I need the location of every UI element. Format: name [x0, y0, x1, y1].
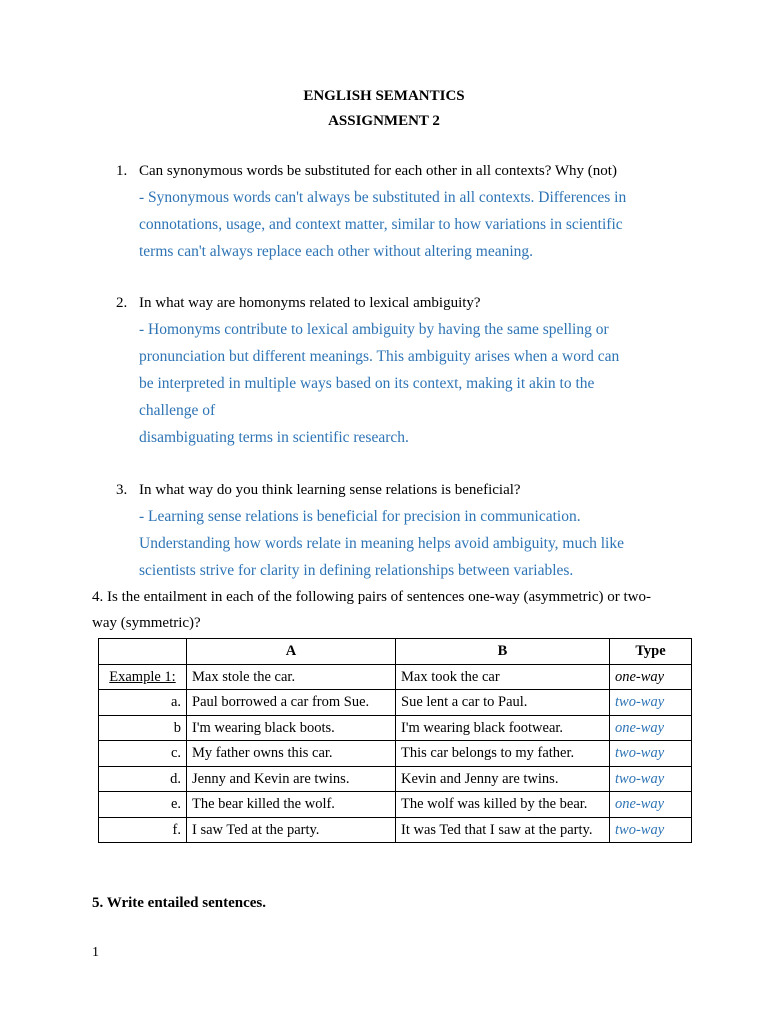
sentence-a: I saw Ted at the party.: [187, 817, 396, 843]
answer-line: connotations, usage, and context matter, similar to how variations in scientific: [139, 216, 623, 233]
table-row: [99, 817, 692, 843]
row-label: b: [99, 715, 187, 741]
document-title: ENGLISH SEMANTICS: [303, 88, 465, 104]
question-3-text: In what way do you think learning sense relations is beneficial?: [139, 482, 521, 498]
sentence-a: My father owns this car.: [187, 741, 396, 767]
entailment-type: two-way: [610, 766, 692, 792]
answer-line: Understanding how words relate in meaning helps avoid ambiguity, much like: [139, 535, 624, 552]
answer-line: be interpreted in multiple ways based on its context, making it akin to the: [139, 375, 595, 392]
table-header-row: [99, 639, 692, 665]
sentence-b: Max took the car: [396, 664, 610, 690]
sentence-a: I'm wearing black boots.: [187, 715, 396, 741]
question-3-answer: [139, 503, 699, 584]
table-row: [99, 715, 692, 741]
table-header-label: [99, 639, 187, 665]
table-row: [99, 741, 692, 767]
sentence-b: It was Ted that I saw at the party.: [396, 817, 610, 843]
row-label: e.: [99, 792, 187, 818]
entailment-type: two-way: [610, 690, 692, 716]
table-header-type: Type: [610, 639, 692, 665]
answer-line: scientists strive for clarity in defining relationships between variables.: [139, 562, 574, 579]
question-5-heading: 5. Write entailed sentences.: [92, 895, 267, 911]
entailment-table: [98, 638, 692, 843]
question-4-line: 4. Is the entailment in each of the following pairs of sentences one-way (asymmetric) or two-: [92, 589, 651, 605]
sentence-a: Jenny and Kevin are twins.: [187, 766, 396, 792]
sentence-b: Sue lent a car to Paul.: [396, 690, 610, 716]
table-row: [99, 664, 692, 690]
table-row: [99, 766, 692, 792]
row-label: d.: [99, 766, 187, 792]
sentence-a: The bear killed the wolf.: [187, 792, 396, 818]
sentence-a: Max stole the car.: [187, 664, 396, 690]
question-3-number: 3.: [116, 482, 128, 498]
question-1-number: 1.: [116, 163, 128, 179]
sentence-b: The wolf was killed by the bear.: [396, 792, 610, 818]
answer-line: - Synonymous words can't always be substituted in all contexts. Differences in: [139, 189, 627, 206]
answer-line: pronunciation but different meanings. This ambiguity arises when a word can: [139, 348, 620, 365]
entailment-type: two-way: [610, 741, 692, 767]
answer-line: - Learning sense relations is beneficial for precision in communication.: [139, 508, 581, 525]
question-4-line: way (symmetric)?: [92, 615, 201, 631]
question-1-text: Can synonymous words be substituted for each other in all contexts? Why (not): [139, 163, 617, 179]
entailment-type: one-way: [610, 792, 692, 818]
row-label: f.: [99, 817, 187, 843]
question-2-number: 2.: [116, 295, 128, 311]
sentence-b: I'm wearing black footwear.: [396, 715, 610, 741]
answer-line: - Homonyms contribute to lexical ambiguity by having the same spelling or: [139, 321, 609, 338]
answer-line: disambiguating terms in scientific research.: [139, 429, 409, 446]
sentence-a: Paul borrowed a car from Sue.: [187, 690, 396, 716]
answer-line: terms can't always replace each other without altering meaning.: [139, 243, 534, 260]
row-label: c.: [99, 741, 187, 767]
question-2-text: In what way are homonyms related to lexical ambiguity?: [139, 295, 481, 311]
table-row: [99, 792, 692, 818]
sentence-b: Kevin and Jenny are twins.: [396, 766, 610, 792]
entailment-type: two-way: [610, 817, 692, 843]
answer-line: challenge of: [139, 402, 216, 419]
sentence-b: This car belongs to my father.: [396, 741, 610, 767]
table-header-b: B: [396, 639, 610, 665]
question-4-text: [92, 584, 692, 636]
question-1-answer: [139, 184, 699, 265]
entailment-type: one-way: [610, 664, 692, 690]
entailment-type: one-way: [610, 715, 692, 741]
table-header-a: A: [187, 639, 396, 665]
document-subtitle: ASSIGNMENT 2: [328, 113, 440, 129]
row-label: a.: [99, 690, 187, 716]
table-row: [99, 690, 692, 716]
question-2-answer: [139, 316, 699, 451]
page-number: 1: [92, 945, 99, 960]
row-label: Example 1:: [99, 664, 187, 690]
